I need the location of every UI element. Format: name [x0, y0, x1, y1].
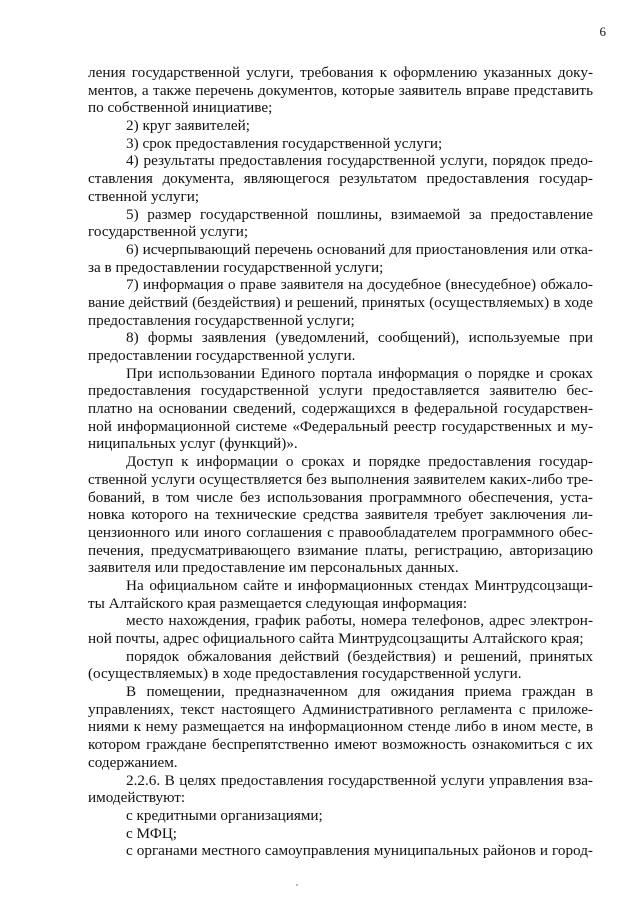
text-line: с МФЦ; [126, 824, 178, 842]
text-line: ты Алтайского края размещается следующая информация: [88, 594, 468, 612]
text-line: бований, в том числе без использования программного обеспечения, уста- [88, 488, 593, 506]
text-line: 2) круг заявителей; [126, 117, 250, 135]
text-line: цензионного или иного соглашения с правообладателем программного обес- [88, 523, 593, 541]
text-line: ниями к нему размещается на информационном стенде либо в ином месте, в [88, 718, 593, 736]
text-line: управлениях, текст настоящего Административного регламента с приложе- [88, 700, 593, 718]
text-line: ления государственной услуги, требования к оформлению указанных доку- [88, 64, 593, 81]
text-line: На официальном сайте и информационных стендах Минтрудсоцзащи- [126, 576, 593, 594]
text-line: содержанием. [88, 753, 178, 771]
text-line: ственной услуги осуществляется без выполнения заявителем каких-либо тре- [88, 470, 593, 488]
text-line: При использовании Единого портала информация о порядке и сроках [126, 364, 593, 382]
text-line: место нахождения, график работы, номера телефонов, адрес электрон- [126, 612, 593, 630]
text-line: за в предоставлении государственной услуги; [88, 258, 384, 276]
text-line: 8) формы заявления (уведомлений, сообщений), используемые при [126, 329, 593, 347]
page-number: 6 [599, 24, 606, 39]
text-line: 4) результаты предоставления государственной услуги, порядок предо- [126, 152, 593, 170]
text-line: вание действий (бездействия) и решений, принятых (осуществляемых) в ходе [88, 293, 593, 311]
text-line: заявителя или предоставление им персональных данных. [88, 559, 459, 577]
text-line: предоставлении государственной услуги. [88, 347, 356, 364]
text-line: ственной услуги; [88, 187, 200, 205]
text-line: платно на основании сведений, содержащихся в федеральной государствен- [88, 400, 593, 418]
text-line: с кредитными организациями; [126, 806, 323, 824]
text-line: предоставления государственной услуги; [88, 311, 355, 329]
text-line: ной почты, адрес официального сайта Минтрудсоцзащиты Алтайского края; [88, 630, 584, 647]
document-body [88, 64, 593, 860]
text-line: 6) исчерпывающий перечень оснований для приостановления или отка- [126, 240, 593, 258]
text-line: котором граждане беспрепятственно имеют возможность ознакомиться с их [88, 736, 593, 754]
text-line: (осуществляемых) в ходе предоставления государственной услуги. [88, 665, 522, 683]
text-line: ной информационной системе «Федеральный реестр государственных и му- [88, 417, 593, 435]
text-line: 3) срок предоставления государственной услуги; [126, 134, 443, 152]
text-line: ставления документа, являющегося результатом предоставления государ- [88, 170, 593, 188]
text-line: 2.2.6. В целях предоставления государственной услуги управления вза- [126, 771, 593, 789]
text-line: печения, предусматривающего взимание платы, регистрацию, авторизацию [88, 541, 593, 559]
scan-speck [296, 884, 298, 886]
text-line: ментов, а также перечень документов, которые заявитель вправе представить [88, 81, 593, 99]
text-line: 5) размер государственной пошлины, взимаемой за предоставление [126, 205, 593, 223]
text-line: по собственной инициативе; [88, 99, 273, 117]
text-line: с органами местного самоуправления муниципальных районов и город- [126, 842, 593, 860]
text-line: новка которого на технические средства заявителя требует заключения ли- [88, 506, 593, 524]
text-line: имодействуют: [88, 789, 186, 807]
text-line: В помещении, предназначенном для ожидания приема граждан в [126, 683, 593, 701]
text-line: ниципальных услуг (функций)». [88, 435, 298, 453]
text-line: 7) информация о праве заявителя на досудебное (внесудебное) обжало- [126, 276, 593, 294]
text-line: порядок обжалования действий (бездействия) и решений, принятых [126, 647, 593, 665]
text-line: Доступ к информации о сроках и порядке предоставления государ- [126, 453, 593, 471]
text-line: государственной услуги; [88, 223, 249, 241]
text-line: предоставления государственной услуги предоставляется заявителю бес- [88, 382, 593, 400]
